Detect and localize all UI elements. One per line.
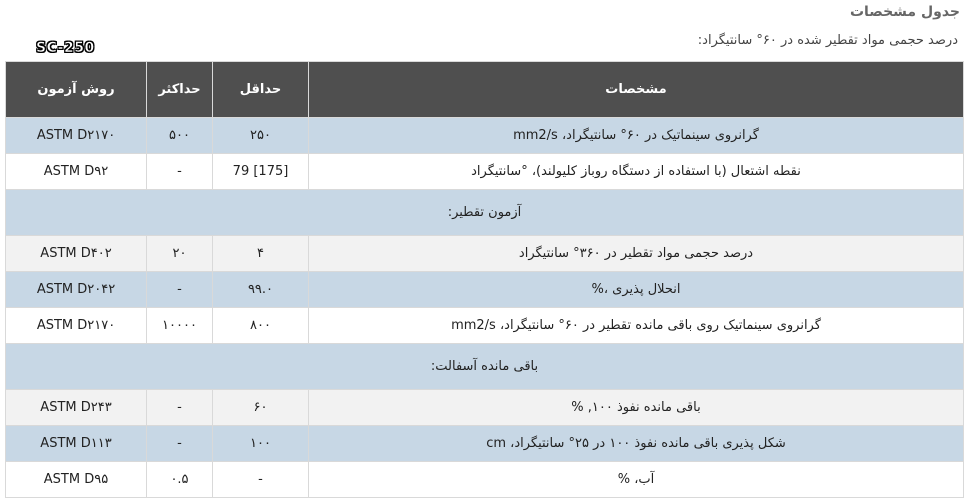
cell-max: ۲۰ bbox=[147, 236, 213, 272]
cell-min: ۴ bbox=[213, 236, 309, 272]
cell-min: 79 [175] bbox=[213, 154, 309, 190]
table-row bbox=[6, 154, 964, 190]
cell-min: ۸۰۰ bbox=[213, 308, 309, 344]
cell-max: - bbox=[147, 390, 213, 426]
cell-method: ASTM D۹۵ bbox=[6, 462, 147, 498]
specs-table bbox=[5, 61, 964, 498]
cell-max: ۱۰۰۰۰ bbox=[147, 308, 213, 344]
cell-min: - bbox=[213, 462, 309, 498]
product-badge: SC-250 bbox=[36, 40, 95, 56]
cell-spec: گرانروی سینماتیک در ۶۰° سانتیگراد، mm2/s bbox=[309, 118, 964, 154]
cell-min: ۹۹.۰ bbox=[213, 272, 309, 308]
section-row bbox=[6, 344, 964, 390]
cell-method: ASTM D۲۱۷۰ bbox=[6, 118, 147, 154]
table-row bbox=[6, 118, 964, 154]
header-max: حداکثر bbox=[147, 62, 213, 118]
section-label: آزمون تقطیر: bbox=[6, 190, 964, 236]
cell-method: ASTM D۲۱۷۰ bbox=[6, 308, 147, 344]
table-row bbox=[6, 390, 964, 426]
cell-min: ۲۵۰ bbox=[213, 118, 309, 154]
cell-max: - bbox=[147, 154, 213, 190]
cell-min: ۶۰ bbox=[213, 390, 309, 426]
header-spec: مشخصات bbox=[309, 62, 964, 118]
cell-spec: باقی مانده نفوذ ۱۰۰, % bbox=[309, 390, 964, 426]
cell-max: - bbox=[147, 426, 213, 462]
cell-method: ASTM D۲۰۴۲ bbox=[6, 272, 147, 308]
cell-min: ۱۰۰ bbox=[213, 426, 309, 462]
cell-method: ASTM D۲۴۳ bbox=[6, 390, 147, 426]
cell-spec: گرانروی سینماتیک روی باقی مانده تقطیر در ۶۰° سانتیگراد، mm2/s bbox=[309, 308, 964, 344]
cell-spec: درصد حجمی مواد تقطیر در ۳۶۰° سانتیگراد bbox=[309, 236, 964, 272]
table-row bbox=[6, 236, 964, 272]
cell-method: ASTM D۱۱۳ bbox=[6, 426, 147, 462]
table-row bbox=[6, 462, 964, 498]
cell-spec: نقطه اشتعال (با استفاده از دستگاه روباز کلیولند)، °سانتیگراد bbox=[309, 154, 964, 190]
cell-max: ۵۰۰ bbox=[147, 118, 213, 154]
table-row bbox=[6, 272, 964, 308]
table-row bbox=[6, 426, 964, 462]
cell-spec: انحلال پذیری ،% bbox=[309, 272, 964, 308]
table-row bbox=[6, 308, 964, 344]
page-title: جدول مشخصات bbox=[849, 4, 960, 20]
section-label: باقی مانده آسفالت: bbox=[6, 344, 964, 390]
cell-max: ۰.۵ bbox=[147, 462, 213, 498]
cell-max: - bbox=[147, 272, 213, 308]
cell-method: ASTM D۴۰۲ bbox=[6, 236, 147, 272]
cell-spec: شکل پذیری باقی مانده نفوذ ۱۰۰ در ۲۵° سانتیگراد، cm bbox=[309, 426, 964, 462]
page-subtitle: درصد حجمی مواد تقطیر شده در ۶۰° سانتیگراد: bbox=[697, 33, 958, 48]
table-header-row bbox=[6, 62, 964, 118]
cell-method: ASTM D۹۲ bbox=[6, 154, 147, 190]
section-row bbox=[6, 190, 964, 236]
cell-spec: آب، % bbox=[309, 462, 964, 498]
header-method: روش آزمون bbox=[6, 62, 147, 118]
header-min: حداقل bbox=[213, 62, 309, 118]
